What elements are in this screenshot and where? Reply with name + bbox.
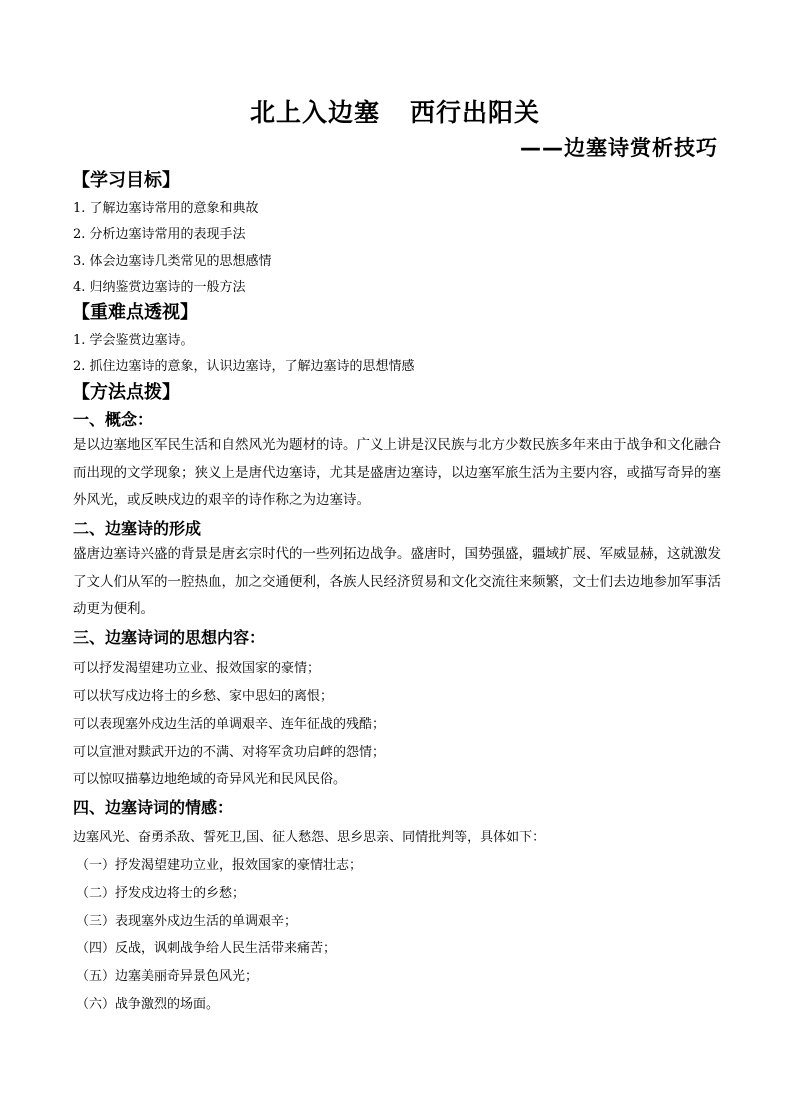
difficulties-heading: 【重难点透视】 (72, 302, 198, 323)
emotion-item: （一）抒发渴望建功立业，报效国家的豪情壮志； (76, 858, 363, 873)
emotions-heading: 四、边塞诗词的情感： (73, 798, 234, 817)
objective-item: 2. 分析边塞诗常用的表现手法 (73, 227, 246, 242)
emotions-intro: 边塞风光、奋勇杀敌、誓死卫,国、征人愁怨、思乡思亲、同情批判等，具体如下： (73, 830, 546, 845)
objective-item: 3. 体会边塞诗几类常见的思想感情 (73, 254, 272, 269)
page-title (0, 93, 790, 129)
content-item: 可以状写戍边将士的乡愁、家中思妇的离恨； (73, 689, 334, 704)
methods-heading: 【方法点拨】 (72, 382, 180, 403)
emotion-item: （四）反战，讽刺战争给人民生活带来痛苦； (76, 941, 337, 956)
difficulty-item: 1. 学会鉴赏边塞诗。 (73, 333, 194, 348)
content-heading: 三、边塞诗词的思想内容： (73, 628, 266, 647)
objectives-heading: 【学习目标】 (72, 170, 180, 191)
concept-heading: 一、概念： (73, 410, 154, 429)
title-part-2: 西行出阳关 (410, 98, 541, 127)
content-item: 可以抒发渴望建功立业、报效国家的豪情； (73, 661, 321, 676)
objective-item: 4. 归纳鉴赏边塞诗的一般方法 (73, 280, 246, 295)
emotion-item: （二）抒发戍边将士的乡愁； (76, 886, 246, 901)
formation-paragraph: 盛唐边塞诗兴盛的背景是唐玄宗时代的一些列拓边战争。盛唐时，国势强盛，疆域扩展、军威显赫，这就激发了文人们从军的一腔热血，加之交通便利，各族人民经济贸易和文化交流往来频繁，文士们去边地参加军事活动更为便利。 (73, 546, 721, 617)
title-part-1: 北上入边塞 (249, 98, 380, 127)
content-item: 可以宣泄对黩武开边的不满、对将军贪功启衅的怨情； (73, 745, 386, 760)
emotion-item: （六）战争激烈的场面。 (76, 997, 220, 1012)
emotion-item: （三）表现塞外戍边生活的单调艰辛； (76, 914, 298, 929)
content-item: 可以惊叹描摹边地绝域的奇异风光和民风民俗。 (73, 772, 347, 787)
objective-item: 1. 了解边塞诗常用的意象和典故 (73, 201, 259, 216)
emotion-item: （五）边塞美丽奇异景色风光； (76, 969, 259, 984)
concept-paragraph: 是以边塞地区军民生活和自然风光为题材的诗。广义上讲是汉民族与北方少数民族多年来由于战争和文化融合而出现的文学现象；狭义上是唐代边塞诗，尤其是盛唐边塞诗，以边塞军旅生活为主要内容，或描写奇异的塞外风光，或反映戍边的艰辛的诗作称之为边塞诗。 (73, 437, 721, 508)
page-subtitle: ——边塞诗赏析技巧 (520, 136, 718, 160)
difficulty-item: 2. 抓住边塞诗的意象，认识边塞诗，了解边塞诗的思想情感 (73, 359, 415, 374)
content-item: 可以表现塞外戍边生活的单调艰辛、连年征战的残酷； (73, 717, 386, 732)
formation-heading: 二、边塞诗的形成 (73, 519, 202, 538)
